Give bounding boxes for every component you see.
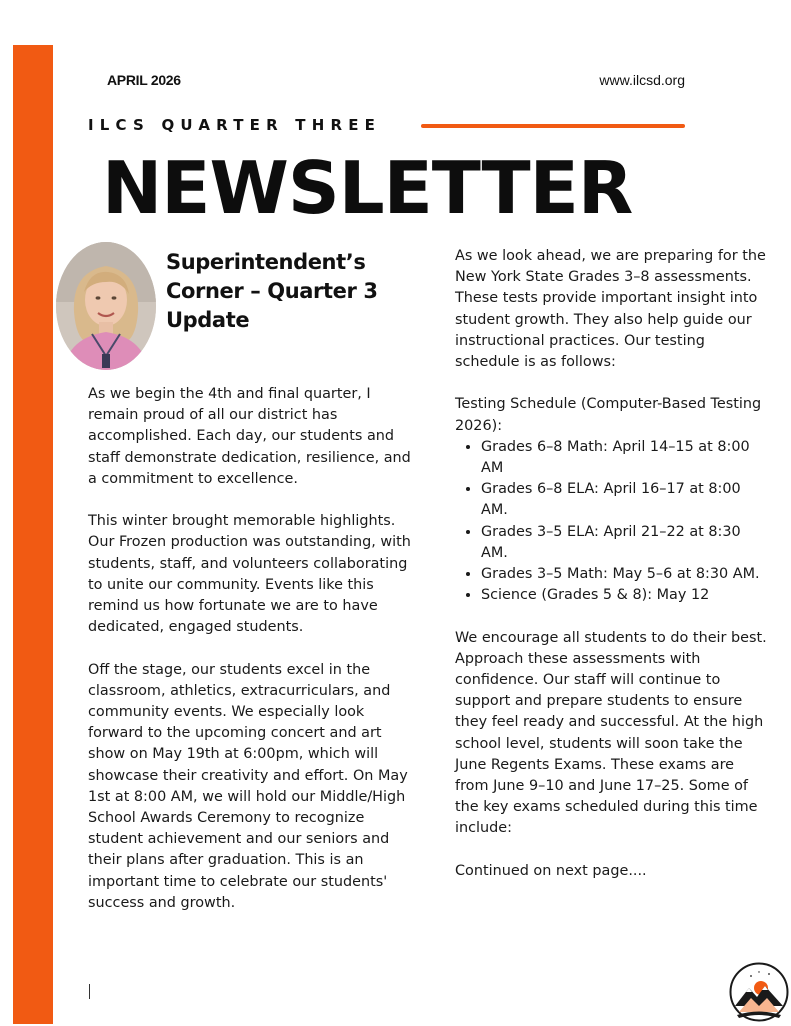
issue-date: APRIL 2026 [107, 72, 181, 88]
newsletter-kicker: ILCS QUARTER THREE [88, 116, 382, 134]
superintendent-column [88, 384, 418, 935]
continued-note: Continued on next page.... [455, 862, 647, 879]
list-item: • Science (Grades 5 & 8): May 12 [481, 585, 771, 606]
kicker-divider [421, 124, 685, 128]
testing-column [455, 246, 771, 903]
list-item: • Grades 3–5 Math: May 5–6 at 8:30 AM. [481, 564, 771, 585]
paragraph-intro: As we begin the 4th and final quarter, I remain proud of all our district has accomplished. Each day, our students and staff demonstrate dedication, resilience, and a commitment to excellence. [88, 386, 411, 487]
schedule-title: Testing Schedule (Computer-Based Testing 2026): [455, 396, 762, 434]
page-title: NEWSLETTER [102, 146, 633, 230]
superintendent-portrait [56, 242, 156, 370]
paragraph-winter: This winter brought memorable highlights. Our Frozen production was outstanding, with students, staff, and volunteers collaborating to unite our community. Events like this remind us how fortunate we are to have dedicated, engaged students. [88, 513, 411, 636]
website-link[interactable]: www.ilcsd.org [599, 72, 685, 88]
schedule-list [455, 437, 771, 607]
accent-sidebar-bar [13, 45, 53, 1024]
list-item: • Grades 6–8 Math: April 14–15 at 8:00 AM [481, 437, 771, 479]
list-item: • Grades 6–8 ELA: April 16–17 at 8:00 AM. [481, 479, 771, 521]
paragraph-assessments: As we look ahead, we are preparing for the New York State Grades 3–8 assessments. These tests provide important insight into student growth. They also help guide our instructional practices. Our testing schedule is as follows: [455, 248, 766, 371]
list-item: • Grades 3–5 ELA: April 21–22 at 8:30 AM. [481, 522, 771, 564]
superintendent-heading: Superintendent’s Corner – Quarter 3 Update [166, 250, 378, 332]
text-cursor [89, 984, 90, 999]
paragraph-events: Off the stage, our students excel in the classroom, athletics, extracurriculars, and community events. We especially look forward to the upcoming concert and art show on May 19th at 6:00pm, which will showcase their creativity and effort. On May 1st at 8:00 AM, we will hold our Middle/High School Awards Ceremony to recognize student achievement and our seniors and their plans after graduation. This is an important time to celebrate our students' success and growth. [88, 661, 408, 911]
mountain-sunset-logo-icon [729, 962, 789, 1022]
paragraph-encourage: We encourage all students to do their best. Approach these assessments with confidence. Our staff will continue to support and prepare students to ensure they feel ready and successful. At the high school level, students will soon take the June Regents Exams. These exams are from June 9–10 and June 17–25. Some of the key exams scheduled during this time include: [455, 629, 767, 837]
portrait-illustration [56, 242, 156, 370]
